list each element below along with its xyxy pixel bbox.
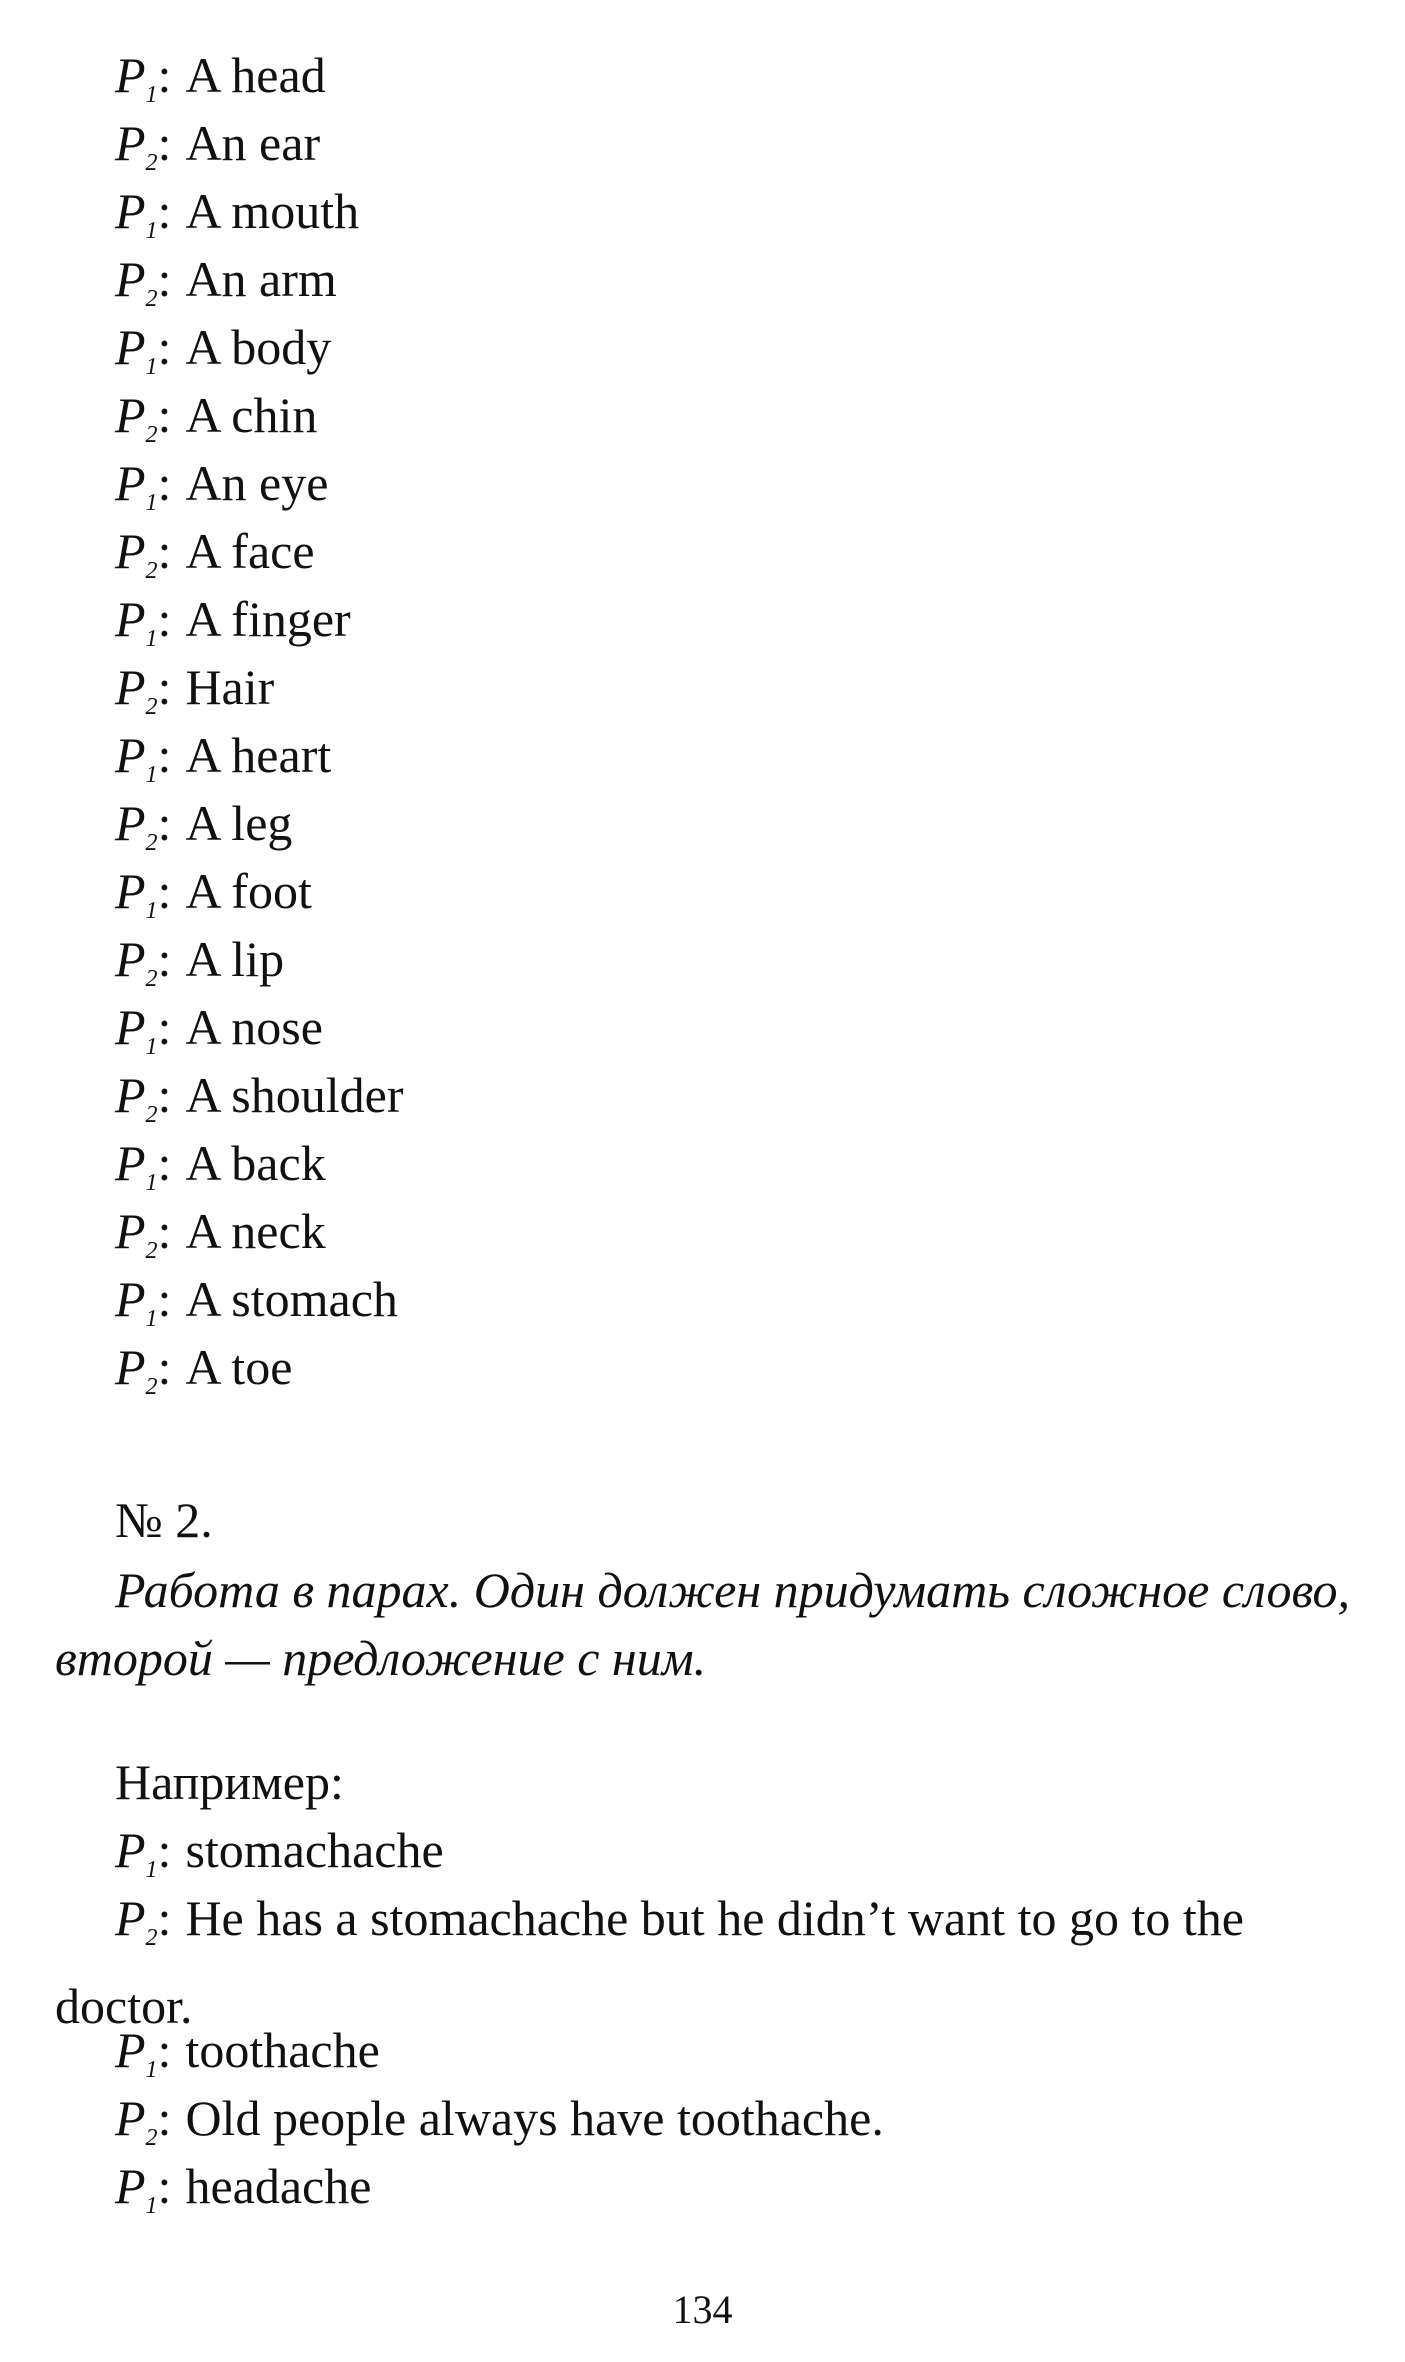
speaker-label: $P_1$ [115,591,158,652]
body-part-word: A heart [185,727,332,783]
dialog-line: $P_1$: A head [115,47,326,108]
compound-word: stomachache [185,1822,444,1878]
body-part-word: A face [185,523,315,579]
compound-word: headache [185,2158,372,2214]
speaker-label: $P_2$ [115,659,158,720]
dialog-line: $P_1$: A body [115,319,332,380]
dialog-line: $P_2$: A face [115,523,315,584]
body-part-word: A neck [185,1203,326,1259]
body-part-word: A back [185,1135,326,1191]
dialog-line: $P_1$: An eye [115,455,329,516]
example-line: $P_1$: stomachache [115,1822,444,1883]
dialog-line: $P_1$: A heart [115,727,332,788]
example-line: $P_2$: Old people always have toothache. [115,2090,884,2151]
dialog-line: $P_2$: A toe [115,1339,293,1400]
dialog-line: $P_1$: A finger [115,591,351,652]
dialog-line: $P_1$: A mouth [115,183,360,244]
body-part-word: A stomach [185,1271,398,1327]
speaker-label: $P_1$ [115,47,158,108]
speaker-label: $P_1$ [115,455,158,516]
example-sentence: $P_2$: He has a stomachache but he didn’t want to go to the doctor. [55,1890,1244,2034]
body-part-word: An ear [185,115,321,171]
body-part-word: A head [185,47,326,103]
dialog-line: $P_2$: A shoulder [115,1067,404,1128]
page-number: 134 [672,2287,733,2332]
dialog-line: $P_2$: A leg [115,795,293,856]
body-part-word: A leg [185,795,293,851]
dialog-line: $P_2$: A neck [115,1203,326,1264]
compound-word: toothache [185,2022,380,2078]
body-part-word: A lip [185,931,285,987]
body-part-word: An arm [185,251,337,307]
speaker-label: $P_2$ [115,2090,158,2151]
dialog-line: $P_1$: A foot [115,863,312,924]
dialog-line: $P_1$: A stomach [115,1271,398,1332]
task-instruction: Работа в парах. Один должен придумать сложное слово, второй — предложение с ним. [55,1562,1351,1686]
dialog-line: $P_2$: A lip [115,931,285,992]
body-part-word: A mouth [185,183,360,239]
speaker-label: $P_1$ [115,999,158,1060]
speaker-label: $P_2$ [115,1890,158,1951]
dialog-line: $P_1$: A back [115,1135,326,1196]
speaker-label: $P_2$ [115,1067,158,1128]
speaker-label: $P_2$ [115,387,158,448]
speaker-label: $P_1$ [115,2022,158,2083]
body-part-word: A toe [185,1339,293,1395]
speaker-label: $P_2$ [115,931,158,992]
example-line: $P_1$: headache [115,2158,372,2219]
example-label: Например: [115,1754,344,1810]
body-part-word: A shoulder [185,1067,404,1123]
body-part-word: A body [185,319,332,375]
speaker-label: $P_1$ [115,863,158,924]
example-line: $P_1$: toothache [115,2022,380,2083]
speaker-label: $P_1$ [115,183,158,244]
speaker-label: $P_1$ [115,1822,158,1883]
body-part-word: An eye [185,455,329,511]
speaker-label: $P_2$ [115,1339,158,1400]
speaker-label: $P_2$ [115,523,158,584]
speaker-label: $P_1$ [115,2158,158,2219]
speaker-label: $P_1$ [115,727,158,788]
dialog-line: $P_1$: A nose [115,999,323,1060]
sentence-text: He has a stomachache but he didn’t want to go to the doctor. [55,1890,1244,2034]
sentence-text: Old people always have toothache. [185,2090,884,2146]
speaker-label: $P_2$ [115,251,158,312]
body-part-word: A nose [185,999,323,1055]
body-part-word: Hair [185,659,275,715]
body-part-word: A finger [185,591,351,647]
body-part-word: A foot [185,863,312,919]
speaker-label: $P_1$ [115,1271,158,1332]
dialog-line: $P_2$: An arm [115,251,337,312]
speaker-label: $P_2$ [115,115,158,176]
speaker-label: $P_1$ [115,1135,158,1196]
speaker-label: $P_2$ [115,1203,158,1264]
dialog-line: $P_2$: A chin [115,387,318,448]
speaker-label: $P_2$ [115,795,158,856]
body-part-word: A chin [185,387,318,443]
speaker-label: $P_1$ [115,319,158,380]
task-number: № 2. [115,1492,213,1548]
dialog-line: $P_2$: An ear [115,115,321,176]
dialog-line: $P_2$: Hair [115,659,275,720]
